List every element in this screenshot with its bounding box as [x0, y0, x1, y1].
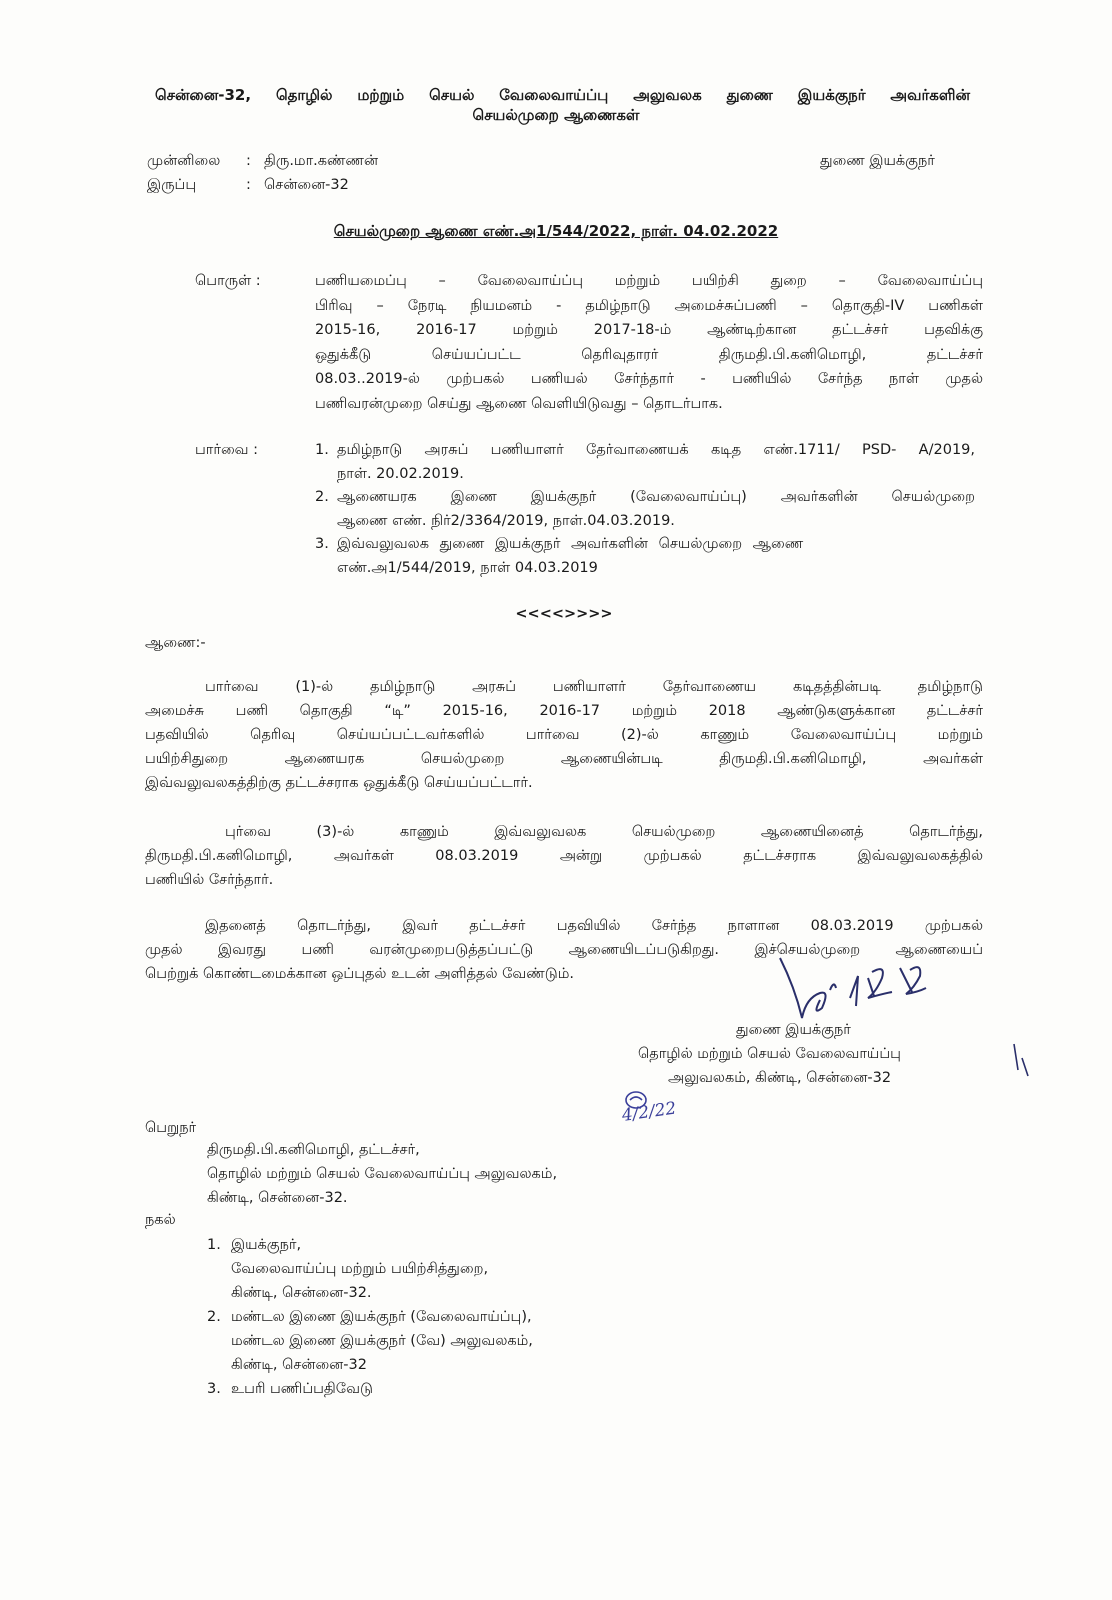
handwritten-signature — [760, 948, 940, 1028]
presence-sep: : — [246, 153, 251, 169]
document-title-line1: சென்னை-32, தொழில் மற்றும் செயல் வேலைவாய்ப்பு அலுவலக துணை இயக்குநர் அவர்களின் — [155, 86, 970, 104]
order-label: ஆணை:- — [145, 635, 206, 651]
reference-line: எண்.அ1/544/2019, நாள் 04.03.2019 — [337, 560, 598, 576]
paragraph-line: புர்வை (3)-ல் காணும் இவ்வலுவலக செயல்முறை ஆணையினைத் தொடர்ந்து, — [225, 824, 983, 840]
order-title: செயல்முறை ஆணை எண்.அ1/544/2022, நாள். 04.02.2022 — [333, 222, 779, 240]
copy-line: கிண்டி, சென்னை-32. — [231, 1285, 372, 1301]
copy-line: உபரி பணிப்பதிவேடு — [231, 1381, 373, 1397]
copy-number: 3. — [207, 1381, 221, 1397]
signatory-office-line1: தொழில் மற்றும் செயல் வேலைவாய்ப்பு — [638, 1046, 901, 1062]
paragraph-line: இவ்வலுவலகத்திற்கு தட்டச்சராக ஒதுக்கீடு செய்யப்பட்டார். — [145, 775, 533, 791]
reference-line: நாள். 20.02.2019. — [337, 466, 464, 482]
paragraph-line: அமைச்சு பணி தொகுதி “டி” 2015-16, 2016-17 மற்றும் 2018 ஆண்டுகளுக்கான தட்டச்சர் — [145, 703, 983, 719]
separator: <<<<>>>> — [515, 606, 613, 622]
reference-number: 2. — [315, 489, 329, 505]
copy-line: வேலைவாய்ப்பு மற்றும் பயிற்சித்துறை, — [231, 1261, 489, 1277]
location-value: சென்னை-32 — [264, 177, 349, 193]
reference-line: ஆணை எண். நிர்2/3364/2019, நாள்.04.03.2019. — [337, 513, 675, 529]
paragraph-line: பணியில் சேர்ந்தார். — [145, 872, 274, 888]
signatory-office-line2: அலுவலகம், கிண்டி, சென்னை-32 — [668, 1070, 892, 1086]
page-mark — [1008, 1040, 1034, 1080]
copy-line: கிண்டி, சென்னை-32 — [231, 1357, 367, 1373]
reference-number: 3. — [315, 536, 329, 552]
reference-line: ஆணையரக இணை இயக்குநர் (வேலைவாய்ப்பு) அவர்களின் செயல்முறை — [337, 489, 975, 505]
subject-line: 2015-16, 2016-17 மற்றும் 2017-18-ம் ஆண்டிற்கான தட்டச்சர் பதவிக்கு — [315, 322, 983, 338]
initial-date: 4/2/22 — [620, 1098, 678, 1126]
document-title-line2: செயல்முறை ஆணைகள் — [472, 106, 640, 124]
copy-label: நகல் — [145, 1212, 176, 1228]
copy-line: இயக்குநர், — [231, 1237, 302, 1253]
copy-number: 1. — [207, 1237, 221, 1253]
paragraph-line: இதனைத் தொடர்ந்து, இவர் தட்டச்சர் பதவியில் சேர்ந்த நாளான 08.03.2019 முற்பகல் — [205, 918, 983, 934]
recipient-line: தொழில் மற்றும் செயல் வேலைவாய்ப்பு அலுவலகம், — [207, 1166, 558, 1182]
subject-line: பிரிவு – நேரடி நியமனம் - தமிழ்நாடு அமைச்சுப்பணி – தொகுதி-IV பணிகள் — [315, 297, 983, 314]
reference-line: இவ்வலுவலக துணை இயக்குநர் அவர்களின் செயல்முறை ஆணை — [337, 536, 804, 552]
references-label: பார்வை : — [195, 442, 259, 458]
reference-line: தமிழ்நாடு அரசுப் பணியாளர் தேர்வாணையக் கடித எண்.1711/ PSD- A/2019, — [337, 442, 975, 458]
presence-value: திரு.மா.கண்ணன் — [264, 153, 379, 169]
recipient-line: திருமதி.பி.கனிமொழி, தட்டச்சர், — [207, 1142, 420, 1158]
presence-designation: துணை இயக்குநர் — [820, 153, 935, 169]
subject-line: பணிவரன்முறை செய்து ஆணை வெளியிடுவது – தொடர்பாக. — [315, 395, 723, 412]
recipient-label: பெறுநர் — [145, 1120, 197, 1136]
paragraph-line: பெற்றுக் கொண்டமைக்கான ஒப்புதல் உடன் அளித்தல் வேண்டும். — [145, 966, 574, 982]
subject-label: பொருள் : — [195, 273, 261, 289]
recipient-line: கிண்டி, சென்னை-32. — [207, 1190, 348, 1206]
subject-line: 08.03..2019-ல் முற்பகல் பணியல் சேர்ந்தார் - பணியில் சேர்ந்த நாள் முதல் — [315, 371, 983, 387]
paragraph-line: பதவியில் தெரிவு செய்யப்பட்டவர்களில் பார்வை (2)-ல் காணும் வேலைவாய்ப்பு மற்றும் — [145, 727, 983, 743]
copy-line: மண்டல இணை இயக்குநர் (வே) அலுவலகம், — [231, 1333, 533, 1349]
copy-line: மண்டல இணை இயக்குநர் (வேலைவாய்ப்பு), — [231, 1309, 532, 1325]
reference-number: 1. — [315, 442, 329, 458]
location-label: இருப்பு — [147, 177, 197, 193]
paragraph-line: பார்வை (1)-ல் தமிழ்நாடு அரசுப் பணியாளர் தேர்வாணைய கடிதத்தின்படி தமிழ்நாடு — [205, 679, 983, 695]
paragraph-line: முதல் இவரது பணி வரன்முறைபடுத்தப்பட்டு ஆணையிடப்படுகிறது. இச்செயல்முறை ஆணையைப் — [145, 942, 983, 958]
location-sep: : — [246, 177, 251, 193]
signatory-designation: துணை இயக்குநர் — [736, 1022, 851, 1038]
copy-number: 2. — [207, 1309, 221, 1325]
subject-line: ஒதுக்கீடு செய்யப்பட்ட தெரிவுதாரர் திருமதி.பி.கனிமொழி, தட்டச்சர் — [315, 346, 983, 363]
paragraph-line: பயிற்சிதுறை ஆணையரக செயல்முறை ஆணையின்படி திருமதி.பி.கனிமொழி, அவர்கள் — [145, 751, 983, 767]
presence-label: முன்னிலை — [147, 153, 221, 169]
paragraph-line: திருமதி.பி.கனிமொழி, அவர்கள் 08.03.2019 அன்று முற்பகல் தட்டச்சராக இவ்வலுவலகத்தில் — [145, 848, 983, 864]
subject-line: பணியமைப்பு – வேலைவாய்ப்பு மற்றும் பயிற்சி துறை – வேலைவாய்ப்பு — [315, 273, 983, 289]
